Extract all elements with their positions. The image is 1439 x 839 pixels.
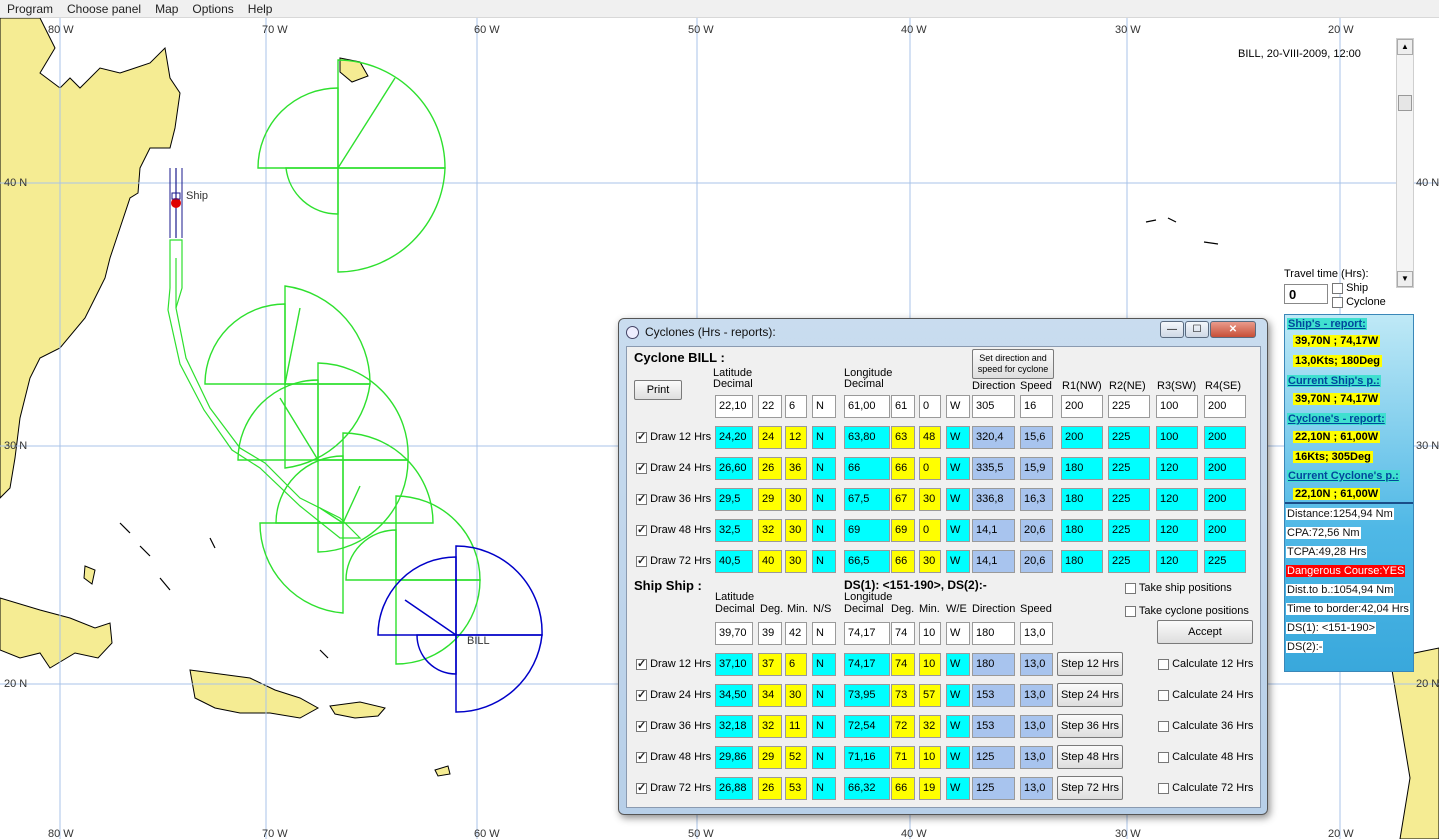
current-ship-position: 39,70N ; 74,17W (1295, 393, 1379, 405)
lon-label-bottom: 40 W (901, 828, 927, 839)
calculate-label: Calculate 24 Hrs (1172, 689, 1254, 701)
we-header: W/E (946, 603, 967, 615)
forecast-cell[interactable]: 66,5 (844, 550, 890, 573)
lat-label: 30 N (4, 440, 28, 452)
step-button[interactable]: Step 24 Hrs (1057, 683, 1123, 707)
forecast-cell[interactable]: 40,5 (715, 550, 753, 573)
forecast-cell[interactable]: 40 (758, 550, 782, 573)
forecast-cell[interactable]: 72 (891, 715, 915, 738)
cyclone-current-field[interactable] (378, 546, 542, 712)
min-header: Min. (787, 603, 808, 615)
forecast-cell[interactable]: 53 (785, 777, 807, 800)
forecast-cell[interactable]: 26,88 (715, 777, 753, 800)
forecast-cell[interactable]: 37 (758, 653, 782, 676)
current-ship-title: Current Ship's p.: (1288, 375, 1380, 387)
lon-label: 40 W (901, 24, 927, 36)
lon-label-bottom: 30 W (1115, 828, 1141, 839)
print-button[interactable]: Print (634, 380, 682, 400)
cyclone-forecast-fields (205, 60, 480, 664)
forecast-cell[interactable]: N (812, 653, 836, 676)
ds2-value: DS(2):- (1287, 641, 1323, 653)
menu-map[interactable]: Map (155, 1, 179, 16)
draw-label: Draw 72 Hrs (650, 782, 712, 794)
forecast-cell[interactable]: 225 (1108, 488, 1150, 511)
draw-checkbox[interactable] (636, 494, 647, 505)
forecast-cell[interactable]: 180 (972, 653, 1015, 676)
cyclones-dialog (618, 318, 1268, 815)
calculate-checkbox[interactable] (1158, 783, 1169, 794)
draw-label: Draw 24 Hrs (650, 689, 712, 701)
forecast-cell[interactable]: W (946, 746, 970, 769)
lon-label-bottom: 80 W (48, 828, 74, 839)
forecast-cell[interactable]: 52 (785, 746, 807, 769)
lat-label: 20 N (4, 678, 28, 690)
ns-header: N/S (813, 603, 832, 615)
menu-choose-panel[interactable]: Choose panel (67, 1, 142, 16)
ship-input-field[interactable]: 13,0 (1020, 622, 1053, 645)
forecast-cell[interactable]: 180 (1061, 488, 1103, 511)
forecast-cell[interactable]: 26,60 (715, 457, 753, 480)
calculate-control (1158, 782, 1253, 794)
forecast-cell[interactable]: 32,5 (715, 519, 753, 542)
dialog-content (626, 346, 1261, 808)
menu-bar (0, 0, 1439, 18)
lon-label: 20 W (1328, 24, 1354, 36)
forecast-cell[interactable]: 67 (891, 488, 915, 511)
forecast-cell[interactable]: 30 (919, 550, 941, 573)
draw-label: Draw 72 Hrs (650, 555, 712, 567)
forecast-cell[interactable]: 6 (785, 653, 807, 676)
forecast-cell[interactable]: 72,54 (844, 715, 890, 738)
cyclone-input-field[interactable]: W (946, 395, 970, 418)
cyclone-label: BILL (467, 635, 490, 647)
forecast-cell[interactable]: 37,10 (715, 653, 753, 676)
cyclone-report-title: Cyclone's - report: (1288, 413, 1385, 425)
calculate-label: Calculate 36 Hrs (1172, 720, 1254, 732)
scroll-down-icon[interactable]: ▼ (1397, 271, 1413, 287)
draw-row-control (636, 462, 711, 474)
forecast-cell[interactable]: 12 (785, 426, 807, 449)
draw-row-control (636, 720, 711, 732)
cyclone-input-field[interactable]: 6 (785, 395, 807, 418)
forecast-cell[interactable]: 10 (919, 746, 941, 769)
cpa-value: CPA:72,56 Nm (1287, 527, 1360, 539)
forecast-cell[interactable]: 69 (844, 519, 890, 542)
ship-input-field[interactable]: 39 (758, 622, 782, 645)
forecast-cell[interactable]: 69 (891, 519, 915, 542)
calculate-checkbox[interactable] (1158, 721, 1169, 732)
cyclone-heading: Cyclone BILL : (634, 350, 725, 365)
forecast-cell[interactable]: 11 (785, 715, 807, 738)
forecast-cell[interactable]: 13,0 (1020, 777, 1053, 800)
forecast-cell[interactable]: 153 (972, 715, 1015, 738)
lon-label: 60 W (474, 24, 500, 36)
forecast-cell[interactable]: 10 (919, 653, 941, 676)
deg-header: Deg. (760, 603, 784, 615)
forecast-cell[interactable]: 180 (1061, 550, 1103, 573)
draw-row-control (636, 431, 711, 443)
forecast-cell[interactable]: 71 (891, 746, 915, 769)
forecast-cell[interactable]: 26 (758, 457, 782, 480)
take-ship-checkbox[interactable] (1125, 583, 1136, 594)
forecast-cell[interactable]: W (946, 550, 970, 573)
forecast-cell[interactable]: 32 (758, 519, 782, 542)
forecast-cell[interactable]: 57 (919, 684, 941, 707)
forecast-cell[interactable]: N (812, 457, 836, 480)
distance-value: Distance:1254,94 Nm (1287, 508, 1393, 520)
lat-label-right: 20 N (1416, 678, 1439, 690)
ship-input-field[interactable]: 74 (891, 622, 915, 645)
draw-row-control (636, 782, 711, 794)
cyclone-input-field[interactable]: 16 (1020, 395, 1053, 418)
forecast-cell[interactable]: N (812, 426, 836, 449)
r3-header: R3(SW) (1157, 380, 1197, 392)
forecast-cell[interactable]: 30 (785, 519, 807, 542)
forecast-cell[interactable]: 74 (891, 653, 915, 676)
forecast-cell[interactable]: 13,0 (1020, 746, 1053, 769)
calculate-checkbox[interactable] (1158, 752, 1169, 763)
direction-header: Direction (972, 603, 1016, 615)
ship-latitude-header: Latitude Decimal (715, 591, 755, 615)
cyclone-input-field[interactable]: 225 (1108, 395, 1150, 418)
forecast-cell[interactable]: W (946, 715, 970, 738)
forecast-cell[interactable]: 30 (785, 684, 807, 707)
draw-label: Draw 48 Hrs (650, 751, 712, 763)
scroll-thumb[interactable] (1398, 95, 1412, 111)
forecast-cell[interactable]: 19 (919, 777, 941, 800)
forecast-cell[interactable]: W (946, 653, 970, 676)
forecast-cell[interactable]: 120 (1156, 457, 1198, 480)
forecast-cell[interactable]: N (812, 519, 836, 542)
forecast-cell[interactable]: 120 (1156, 519, 1198, 542)
forecast-cell[interactable]: 200 (1204, 457, 1246, 480)
forecast-cell[interactable]: 320,4 (972, 426, 1015, 449)
draw-checkbox[interactable] (636, 432, 647, 443)
calculate-label: Calculate 48 Hrs (1172, 751, 1254, 763)
ship-heading: Ship Ship : (634, 578, 702, 593)
step-button[interactable]: Step 48 Hrs (1057, 745, 1123, 769)
ship-track-corridor (168, 240, 360, 538)
forecast-cell[interactable]: 20,6 (1020, 550, 1053, 573)
forecast-cell[interactable]: 14,1 (972, 550, 1015, 573)
forecast-cell[interactable]: 120 (1156, 550, 1198, 573)
cyclone-input-field[interactable]: 61 (891, 395, 915, 418)
draw-checkbox[interactable] (636, 525, 647, 536)
forecast-cell[interactable]: 32 (919, 715, 941, 738)
travel-time-label: Travel time (Hrs): (1284, 268, 1369, 280)
ship-checkbox-label: Ship (1346, 282, 1369, 294)
forecast-cell[interactable]: W (946, 519, 970, 542)
forecast-cell[interactable]: 15,6 (1020, 426, 1053, 449)
forecast-cell[interactable]: 0 (919, 519, 941, 542)
forecast-cell[interactable]: 24,20 (715, 426, 753, 449)
travel-time-panel (1284, 268, 1386, 308)
report-divider (1285, 502, 1413, 504)
draw-checkbox[interactable] (636, 690, 647, 701)
calculate-checkbox[interactable] (1158, 659, 1169, 670)
speed-header: Speed (1020, 380, 1052, 392)
draw-row-control (636, 689, 711, 701)
draw-checkbox[interactable] (636, 463, 647, 474)
forecast-cell[interactable]: 225 (1108, 426, 1150, 449)
accept-button[interactable]: Accept (1157, 620, 1253, 644)
set-direction-button[interactable]: Set direction and speed for cyclone (972, 349, 1054, 379)
draw-row-control (636, 493, 711, 505)
forecast-cell[interactable]: 66 (891, 777, 915, 800)
cyclone-input-field[interactable]: 61,00 (844, 395, 890, 418)
ship-marker[interactable] (170, 168, 182, 238)
ship-longitude-header: Longitude Decimal (844, 591, 893, 615)
forecast-cell[interactable]: 63 (891, 426, 915, 449)
menu-program[interactable]: Program (7, 1, 54, 16)
forecast-cell[interactable]: N (812, 684, 836, 707)
scroll-up-icon[interactable]: ▲ (1397, 39, 1413, 55)
r1-header: R1(NW) (1062, 380, 1102, 392)
draw-label: Draw 36 Hrs (650, 720, 712, 732)
calculate-label: Calculate 72 Hrs (1172, 782, 1254, 794)
lon-label-bottom: 20 W (1328, 828, 1354, 839)
forecast-cell[interactable]: 26 (758, 777, 782, 800)
ship-report-position: 39,70N ; 74,17W (1295, 335, 1379, 347)
lat-label-right: 30 N (1416, 440, 1439, 452)
draw-row-control (636, 751, 711, 763)
dist-to-border-value: Dist.to b.:1054,94 Nm (1287, 584, 1394, 596)
calculate-control (1158, 689, 1253, 701)
ship-input-field[interactable]: W (946, 622, 970, 645)
forecast-cell[interactable]: 153 (972, 684, 1015, 707)
forecast-cell[interactable]: 180 (1061, 519, 1103, 542)
ship-input-field[interactable]: 42 (785, 622, 807, 645)
lat-label-right: 40 N (1416, 177, 1439, 189)
draw-label: Draw 48 Hrs (650, 524, 712, 536)
forecast-cell[interactable]: 73 (891, 684, 915, 707)
take-cyclone-label: Take cyclone positions (1138, 605, 1249, 617)
ds1-value: DS(1): <151-190> (1287, 622, 1376, 634)
ship-input-field[interactable]: 180 (972, 622, 1015, 645)
deg-header: Deg. (891, 603, 915, 615)
direction-header: Direction (972, 380, 1016, 392)
forecast-cell[interactable]: W (946, 426, 970, 449)
tcpa-value: TCPA:49,28 Hrs (1287, 546, 1367, 558)
forecast-cell[interactable]: 120 (1156, 488, 1198, 511)
forecast-cell[interactable]: 16,3 (1020, 488, 1053, 511)
forecast-cell[interactable]: 200 (1204, 488, 1246, 511)
menu-help[interactable]: Help (247, 1, 273, 16)
cyclone-input-field[interactable]: 0 (919, 395, 941, 418)
forecast-cell[interactable]: 67,5 (844, 488, 890, 511)
forecast-cell[interactable]: W (946, 457, 970, 480)
forecast-cell[interactable]: W (946, 488, 970, 511)
ship-input-field[interactable]: 74,17 (844, 622, 890, 645)
draw-row-control (636, 555, 711, 567)
forecast-cell[interactable]: 20,6 (1020, 519, 1053, 542)
vertical-scrollbar[interactable] (1396, 38, 1414, 288)
forecast-cell[interactable]: N (812, 777, 836, 800)
cyclone-input-field[interactable]: 22,10 (715, 395, 753, 418)
travel-time-input[interactable]: 0 (1284, 284, 1328, 304)
forecast-cell[interactable]: 34,50 (715, 684, 753, 707)
forecast-cell[interactable]: 29,5 (715, 488, 753, 511)
forecast-cell[interactable]: 24 (758, 426, 782, 449)
draw-checkbox[interactable] (636, 659, 647, 670)
lat-label: 40 N (4, 177, 28, 189)
draw-label: Draw 12 Hrs (650, 658, 712, 670)
ship-label: Ship (186, 190, 209, 202)
forecast-cell[interactable]: 63,80 (844, 426, 890, 449)
draw-checkbox[interactable] (636, 783, 647, 794)
ship-report-title: Ship's - report: (1288, 318, 1366, 330)
forecast-cell[interactable]: 15,9 (1020, 457, 1053, 480)
forecast-cell[interactable]: W (946, 777, 970, 800)
forecast-cell[interactable]: 200 (1204, 519, 1246, 542)
calculate-label: Calculate 12 Hrs (1172, 658, 1254, 670)
forecast-cell[interactable]: N (812, 488, 836, 511)
forecast-cell[interactable]: 336,8 (972, 488, 1015, 511)
ds-summary: DS(1): <151-190>, DS(2):- (844, 578, 987, 592)
forecast-cell[interactable]: 74,17 (844, 653, 890, 676)
draw-row-control (636, 524, 711, 536)
time-to-border-value: Time to border:42,04 Hrs (1287, 603, 1409, 615)
speed-header: Speed (1020, 603, 1052, 615)
dangerous-course-value: Dangerous Course:YES (1287, 565, 1405, 577)
forecast-cell[interactable]: 73,95 (844, 684, 890, 707)
forecast-cell[interactable]: 125 (972, 777, 1015, 800)
report-panel (1284, 314, 1414, 672)
cyclone-input-field[interactable]: 22 (758, 395, 782, 418)
draw-row-control (636, 658, 711, 670)
r2-header: R2(NE) (1109, 380, 1146, 392)
take-cyclone-checkbox[interactable] (1125, 606, 1136, 617)
date-stamp: BILL, 20-VIII-2009, 12:00 (1238, 48, 1361, 60)
lon-label-bottom: 50 W (688, 828, 714, 839)
current-cyclone-title: Current Cyclone's p.: (1288, 470, 1399, 482)
forecast-cell[interactable]: 32 (758, 715, 782, 738)
menu-options[interactable]: Options (192, 1, 234, 16)
maximize-icon[interactable]: ☐ (1185, 321, 1209, 338)
forecast-cell[interactable]: 200 (1204, 426, 1246, 449)
latitude-header: Latitude Decimal (713, 367, 753, 390)
lon-label: 50 W (688, 24, 714, 36)
forecast-cell[interactable]: N (812, 746, 836, 769)
forecast-cell[interactable]: 13,0 (1020, 684, 1053, 707)
forecast-cell[interactable]: 66 (891, 550, 915, 573)
take-ship-label: Take ship positions (1138, 582, 1232, 594)
cyclone-input-field[interactable]: N (812, 395, 836, 418)
ship-checkbox[interactable] (1332, 283, 1343, 294)
dialog-app-icon (626, 326, 639, 339)
forecast-cell[interactable]: 34 (758, 684, 782, 707)
r4-header: R4(SE) (1205, 380, 1242, 392)
forecast-cell[interactable]: 225 (1108, 457, 1150, 480)
forecast-cell[interactable]: 200 (1061, 426, 1103, 449)
forecast-cell[interactable]: 14,1 (972, 519, 1015, 542)
lon-label: 80 W (48, 24, 74, 36)
step-button[interactable]: Step 72 Hrs (1057, 776, 1123, 800)
forecast-cell[interactable]: 30 (785, 488, 807, 511)
calculate-control (1158, 751, 1253, 763)
ship-input-field[interactable]: N (812, 622, 836, 645)
calculate-control (1158, 720, 1253, 732)
ship-input-field[interactable]: 10 (919, 622, 941, 645)
calculate-checkbox[interactable] (1158, 690, 1169, 701)
step-button[interactable]: Step 36 Hrs (1057, 714, 1123, 738)
forecast-cell[interactable]: 180 (1061, 457, 1103, 480)
forecast-cell[interactable]: 225 (1108, 519, 1150, 542)
cyclone-checkbox-label: Cyclone (1346, 296, 1386, 308)
lon-label: 30 W (1115, 24, 1141, 36)
forecast-cell[interactable]: 66 (844, 457, 890, 480)
forecast-cell[interactable]: 66,32 (844, 777, 890, 800)
forecast-cell[interactable]: 71,16 (844, 746, 890, 769)
draw-checkbox[interactable] (636, 721, 647, 732)
cyclone-input-field[interactable]: 200 (1204, 395, 1246, 418)
close-icon[interactable]: ✕ (1210, 321, 1256, 338)
forecast-cell[interactable]: 29,86 (715, 746, 753, 769)
draw-checkbox[interactable] (636, 752, 647, 763)
forecast-cell[interactable]: 125 (972, 746, 1015, 769)
cyclone-report-speed: 16Kts; 305Deg (1295, 451, 1371, 463)
lon-label-bottom: 70 W (262, 828, 288, 839)
lon-label-bottom: 60 W (474, 828, 500, 839)
forecast-cell[interactable]: 32,18 (715, 715, 753, 738)
forecast-cell[interactable]: W (946, 684, 970, 707)
dialog-title: Cyclones (Hrs - reports): (645, 325, 776, 339)
minimize-icon[interactable]: — (1160, 321, 1184, 338)
forecast-cell[interactable]: 225 (1108, 550, 1150, 573)
cyclone-input-field[interactable]: 100 (1156, 395, 1198, 418)
forecast-cell[interactable]: 13,0 (1020, 715, 1053, 738)
forecast-cell[interactable]: 225 (1204, 550, 1246, 573)
forecast-cell[interactable]: 48 (919, 426, 941, 449)
min-header: Min. (919, 603, 940, 615)
cyclone-report-position: 22,10N ; 61,00W (1295, 431, 1379, 443)
forecast-cell[interactable]: N (812, 715, 836, 738)
cyclone-checkbox[interactable] (1332, 297, 1343, 308)
step-button[interactable]: Step 12 Hrs (1057, 652, 1123, 676)
lon-label: 70 W (262, 24, 288, 36)
forecast-cell[interactable]: 0 (919, 457, 941, 480)
draw-label: Draw 24 Hrs (650, 462, 712, 474)
forecast-cell[interactable]: 30 (919, 488, 941, 511)
calculate-control (1158, 658, 1253, 670)
forecast-cell[interactable]: 29 (758, 488, 782, 511)
forecast-cell[interactable]: 13,0 (1020, 653, 1053, 676)
ship-input-field[interactable]: 39,70 (715, 622, 753, 645)
forecast-cell[interactable]: 30 (785, 550, 807, 573)
forecast-cell[interactable]: 335,5 (972, 457, 1015, 480)
ship-report-speed: 13,0Kts; 180Deg (1295, 355, 1380, 367)
cyclone-input-field[interactable]: 200 (1061, 395, 1103, 418)
cyclone-input-field[interactable]: 305 (972, 395, 1015, 418)
draw-checkbox[interactable] (636, 556, 647, 567)
draw-label: Draw 12 Hrs (650, 431, 712, 443)
forecast-cell[interactable]: 66 (891, 457, 915, 480)
longitude-header: Longitude Decimal (844, 367, 893, 390)
forecast-cell[interactable]: 100 (1156, 426, 1198, 449)
forecast-cell[interactable]: 36 (785, 457, 807, 480)
current-cyclone-position: 22,10N ; 61,00W (1295, 488, 1379, 500)
forecast-cell[interactable]: N (812, 550, 836, 573)
draw-label: Draw 36 Hrs (650, 493, 712, 505)
forecast-cell[interactable]: 29 (758, 746, 782, 769)
